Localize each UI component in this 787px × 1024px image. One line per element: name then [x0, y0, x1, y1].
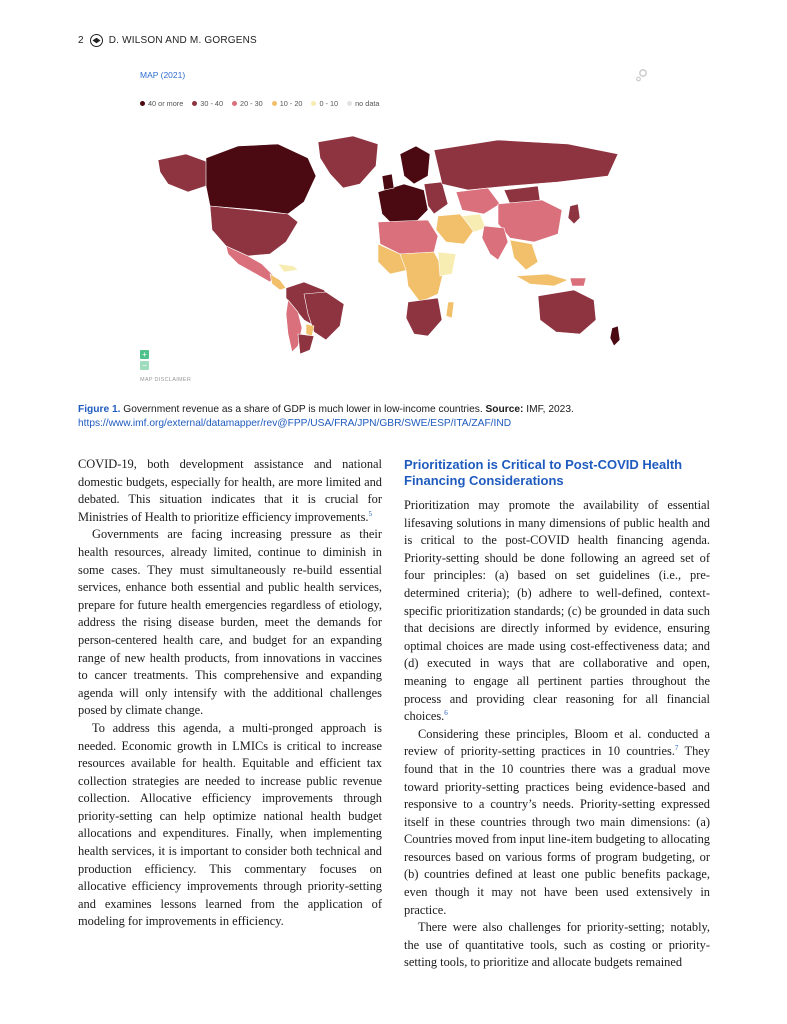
map-region-alaska	[158, 154, 208, 192]
map-zoom-controls	[140, 350, 149, 370]
map-region-paraguay	[306, 324, 314, 336]
map-region-scandinavia	[400, 146, 430, 184]
map-region-india	[482, 226, 508, 260]
map-region-east-africa	[438, 252, 456, 276]
legend-item	[192, 99, 223, 108]
running-header	[78, 34, 257, 47]
legend-item	[140, 99, 183, 108]
running-authors: D. WILSON AND M. GORGENS	[108, 35, 257, 46]
map-region-japan	[568, 204, 580, 224]
right-column	[404, 497, 710, 972]
legend-label: 0 - 10	[319, 99, 339, 108]
map-region-southeast-asia	[510, 240, 538, 270]
map-region-caribbean	[278, 264, 298, 272]
source-label: Source:	[485, 404, 524, 415]
figure-caption	[78, 403, 710, 431]
source-text: IMF, 2023.	[523, 404, 574, 415]
map-region-australia	[538, 290, 596, 334]
map-region-canada	[206, 144, 316, 214]
page-number: 2	[78, 35, 84, 46]
map-region-usa	[210, 206, 298, 256]
legend-item	[272, 99, 303, 108]
map-region-western-europe	[378, 184, 428, 226]
zoom-out-button[interactable]: −	[140, 361, 149, 370]
legend-label: no data	[355, 99, 380, 108]
legend-swatch	[192, 101, 197, 106]
legend-label: 10 - 20	[279, 99, 303, 108]
legend-item	[232, 99, 263, 108]
map-region-greenland	[318, 136, 378, 188]
paragraph	[78, 456, 382, 526]
map-region-new-zealand	[610, 326, 620, 346]
map-region-argentina	[298, 334, 314, 354]
figure-label: Figure 1.	[78, 404, 121, 415]
map-region-russia	[434, 140, 618, 190]
paragraph-text: Considering these principles, Bloom et al. conducted a review of priority-setting practices in 10 countries.	[404, 726, 710, 759]
map-region-southern-africa	[406, 298, 442, 336]
map-region-central-america	[270, 274, 286, 290]
paragraph-text: They found that in the 10 countries there was a gradual move toward priority-setting practices being evidence-based and responsive to a country’s needs. Priority-setting expressed itself in these countries through two main dimensions: (a) Countries moved from input line-item budgeting to allocating resources based on various forms of program budgeting, or (b) countries defined at least one public benefits package, even though it may not have been used extensively in practice.	[404, 744, 710, 917]
map-settings-icon[interactable]	[636, 68, 648, 87]
map-region-madagascar	[446, 302, 454, 318]
legend-swatch	[140, 101, 145, 106]
section-heading: Prioritization is Critical to Post-COVID Health Financing Considerations	[404, 457, 683, 488]
map-region-indonesia	[516, 274, 568, 286]
map-region-png	[570, 278, 586, 286]
map-region-central-asia	[456, 188, 500, 214]
map-region-uk	[382, 174, 394, 190]
legend-item	[347, 99, 379, 108]
publisher-logo-icon	[90, 34, 103, 47]
zoom-in-button[interactable]: +	[140, 350, 149, 359]
paragraph	[404, 726, 710, 920]
legend-label: 30 - 40	[200, 99, 224, 108]
caption-text: Government revenue as a share of GDP is much lower in low-income countries.	[120, 404, 486, 415]
legend-swatch	[347, 101, 352, 106]
legend-swatch	[272, 101, 277, 106]
paragraph: To address this agenda, a multi-pronged approach is needed. Economic growth in LMICs is critical to increase resources available for health. Equitable and efficient tax collection strategies are needed to increase public revenue collection. Allocative efficiency improvements through priority-setting can help optimize national health budget allocations and expenditures. Finally, when implementing health services, it is important to consider both technical and production efficiency. This commentary focuses on allocative efficiency improvements through priority-setting and examines lessons learned from the application of modeling for improvements in efficiency.	[78, 720, 382, 929]
map-title: MAP (2021)	[140, 70, 186, 80]
source-url-link[interactable]: https://www.imf.org/external/datamapper/rev@FPP/USA/FRA/JPN/GBR/SWE/ESP/ITA/ZAF/IND	[78, 418, 512, 429]
left-column	[78, 456, 382, 931]
legend-swatch	[311, 101, 316, 106]
legend-item	[311, 99, 338, 108]
legend-swatch	[232, 101, 237, 106]
legend-label: 20 - 30	[240, 99, 263, 108]
paragraph-text: COVID-19, both development assistance and national domestic budgets, especially for health, are more limited and debated. This situation indicates that it is crucial for Ministries of Health to prioritize efficiency improvements.	[78, 457, 382, 524]
world-map	[138, 114, 652, 354]
reference-link[interactable]: 6	[444, 709, 448, 717]
map-disclaimer-link[interactable]: MAP DISCLAIMER	[140, 377, 192, 383]
figure-map	[138, 62, 652, 392]
paragraph-text: Prioritization may promote the availability of essential lifesaving solutions in many dimensions of public health and is critical to the post-COVID health financing agenda. Priority-setting should be done following an agreed set of four principles: (a) based on set guidelines (i.e., pre-determined criteria); (b) adhere to well-defined, context-specific prioritization standards; (c) be grounded in data such that decisions are directly informed by evidence, ensuring optimal choices are made using cost-effectiveness data; and (d) executed in ways that are collaborative and open, meaning to engage all pertinent parties throughout the process and providing clear reasoning for all financial choices.	[404, 498, 710, 724]
map-region-central-africa	[400, 252, 444, 302]
map-legend	[140, 99, 379, 108]
paragraph: Governments are facing increasing pressure as their health resources, already limited, continue to diminish in some cases. They must simultaneously re-build essential services, enhance both essential and public health services, prepare for future health emergencies regardless of etiology, address the rising disease burden, meet the demands for person-centered health care, and budget for an expanding range of new health products, from innovations in vaccines to cancer treatments. This comprehensive and expanding agenda will only intensify with the additional challenges posed by climate change.	[78, 527, 382, 718]
paragraph: There were also challenges for priority-setting; notably, the use of quantitative tools, such as costing or priority-setting tools, to prioritize and allocate budgets remained	[404, 920, 710, 970]
paragraph	[404, 497, 710, 726]
reference-link[interactable]: 5	[368, 509, 373, 518]
reference-link[interactable]: 7	[674, 744, 679, 753]
legend-label: 40 or more	[148, 99, 184, 108]
map-region-china	[498, 200, 562, 242]
